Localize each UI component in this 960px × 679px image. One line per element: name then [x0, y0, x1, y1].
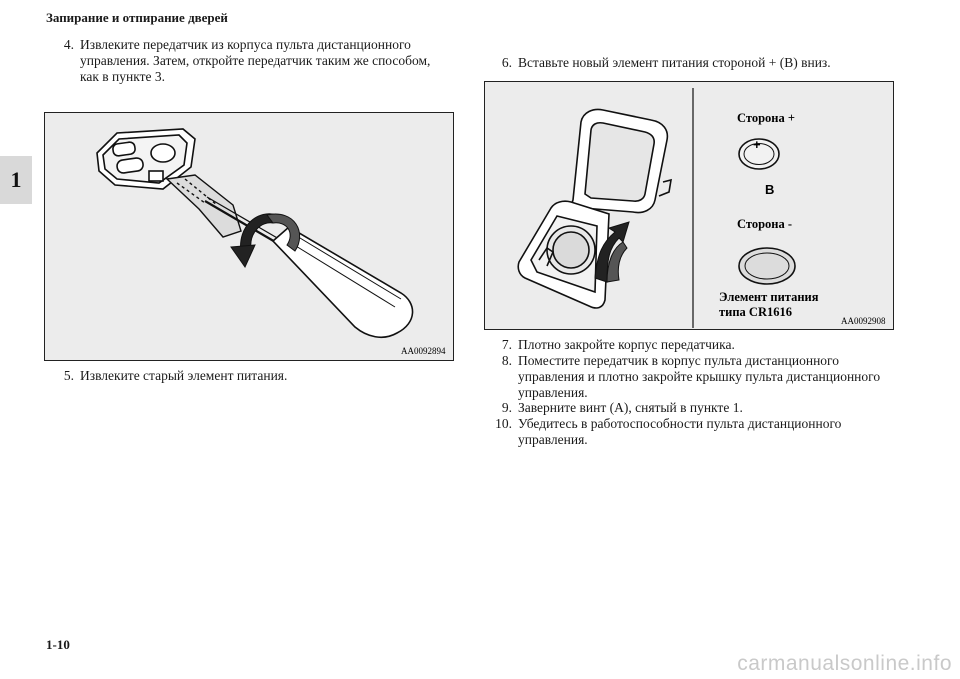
- step-10: [486, 416, 926, 450]
- step-number: 9.: [501, 400, 512, 415]
- step-4: [48, 37, 468, 87]
- step-number: 4.: [63, 37, 74, 52]
- step-number: 6.: [501, 55, 512, 70]
- step-text-line: Извлеките передатчик из корпуса пульта дистанционного: [80, 37, 411, 52]
- step-text-line: Плотно закройте корпус передатчика.: [518, 337, 735, 352]
- step-number: 10.: [495, 416, 512, 431]
- step-text-line: управления и плотно закройте крышку пульта дистанционного: [518, 369, 881, 384]
- chapter-tab: 1: [0, 156, 32, 204]
- figure-code: AA0092894: [401, 346, 446, 356]
- step-text-line: Вставьте новый элемент питания стороной + (B) вниз.: [518, 55, 831, 70]
- step-text-line: Поместите передатчик в корпус пульта дистанционного: [518, 353, 840, 368]
- step-8: [486, 353, 926, 403]
- step-text-line: Заверните винт (A), снятый в пункте 1.: [518, 400, 743, 415]
- step-text-line: управления.: [518, 385, 588, 400]
- label-battery-type-line1: Элемент питания: [719, 290, 819, 304]
- illustration-battery-insertion: [485, 82, 893, 329]
- page-number: 1-10: [46, 637, 70, 652]
- figure-code: AA0092908: [841, 316, 886, 326]
- page-header-title: Запирание и отпирание дверей: [46, 10, 228, 25]
- step-number: 8.: [501, 353, 512, 368]
- step-number: 5.: [63, 368, 74, 383]
- battery-plus-side-icon: [739, 137, 779, 169]
- label-battery-type-line2: типа CR1616: [719, 305, 792, 319]
- illustration-screwdriver-opening-transmitter: [45, 113, 453, 360]
- figure-remove-transmitter: [44, 112, 454, 361]
- figure-insert-battery: [484, 81, 894, 330]
- step-text-line: Убедитесь в работоспособности пульта дистанционного: [518, 416, 842, 431]
- step-text-line: управления. Затем, откройте передатчик таким же способом,: [80, 53, 431, 68]
- label-side-minus: Сторона -: [737, 217, 793, 231]
- step-text-line: как в пункте 3.: [80, 69, 166, 84]
- label-side-plus: Сторона +: [737, 111, 795, 125]
- step-5: [48, 368, 468, 386]
- watermark: carmanualsonline.info: [737, 652, 952, 675]
- battery-minus-side-icon: [739, 248, 795, 284]
- plus-sign: +: [753, 137, 761, 152]
- step-text-line: управления.: [518, 432, 588, 447]
- step-6: [486, 55, 926, 73]
- label-b: B: [765, 182, 775, 197]
- step-text-line: Извлеките старый элемент питания.: [80, 368, 288, 383]
- step-number: 7.: [501, 337, 512, 352]
